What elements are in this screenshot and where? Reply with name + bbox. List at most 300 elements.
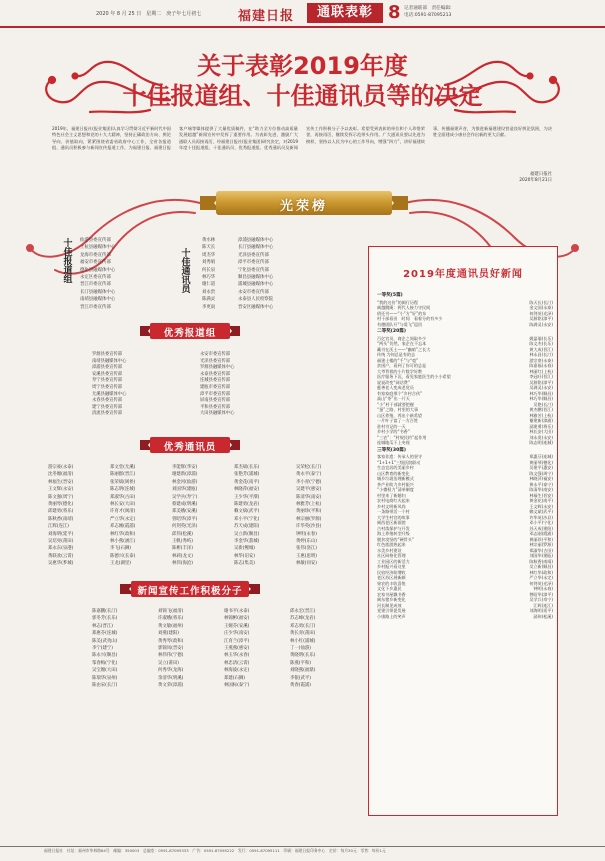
good-reporter-name: 郑文堂(尤溪) — [110, 465, 136, 470]
good-reporter-name: 林敏(同安) — [296, 561, 317, 567]
top-reporters-orgs — [238, 237, 273, 311]
good-reporter-name: 林金河(仙游) — [172, 479, 198, 485]
activist-name: 黄春(霞浦) — [290, 683, 311, 689]
news-author: 金文国(永泰) — [529, 305, 553, 310]
good-reporter-name: 吴建平(惠安) — [296, 487, 322, 493]
news-author: 吴学兵(寿宁) — [529, 597, 553, 602]
good-group-item: 漳平市委宣传部 — [200, 391, 231, 397]
news-author: 黄丽珍(平和) — [529, 536, 553, 542]
news-title: 河长制见成效 — [377, 602, 402, 608]
news-author: 刘国华(建瓯) — [529, 553, 553, 558]
good-reporter-name: 钟明(永春) — [296, 531, 317, 537]
news-author: 陈文杰(长乐) — [529, 341, 553, 346]
activist-name: 林小红(浦城) — [290, 638, 316, 644]
news-author: 陈志明(连城) — [529, 440, 553, 445]
good-reporter-name: 林福生(晋安) — [48, 479, 74, 485]
top-reporter-org: 晋安区融媒体中心 — [238, 304, 274, 310]
news-title: 城乡垃圾治理新模式 — [377, 476, 414, 481]
news-author: 吴源铭(漳平) — [529, 379, 553, 385]
good-reporter-name: 林长安(大田) — [110, 502, 136, 508]
good-group-item: 罗源县融媒体中心 — [200, 365, 235, 371]
news-author: 吴立新(顺昌) — [529, 564, 553, 569]
activist-name: 林玉华(永春) — [224, 653, 250, 659]
news-author: 邓小平(宁化) — [529, 520, 553, 525]
news-author: 林长安(大田) — [529, 429, 553, 434]
top-reporter-name: 黄水林 — [202, 238, 216, 243]
news-title: “两头”仍然，家企在不忘本 — [377, 341, 427, 346]
activist-name: 余清华(明溪) — [158, 675, 184, 681]
award-level-heading: 三等奖(30篇) — [377, 447, 406, 453]
activist-name: 郑惠芬(连城) — [92, 631, 118, 637]
good-reporter-name: 李金华(荔城) — [234, 539, 260, 545]
good-reporter-name: 游宗豪(永泰) — [48, 465, 74, 470]
news-title: 生态宜居的美丽乡村 — [377, 465, 414, 470]
good-reporter-name: 刘国华(建瓯) — [172, 487, 198, 493]
good-group-item: 永泰县委宣传部 — [200, 371, 231, 377]
good-reporter-name: 沈冬媚(福清) — [48, 472, 74, 478]
activist-name: 郭冬芳(长乐) — [92, 616, 118, 622]
good-group-item: 南靖县融媒体中心 — [92, 358, 127, 364]
news-title: 脱贫攻坚的“硬骨头” — [377, 536, 414, 542]
news-title: “小微权力”清单制度 — [377, 487, 414, 492]
honor-banner — [200, 190, 408, 216]
good-reporter-name: 林小燕(涵江) — [110, 539, 136, 545]
news-title: 借还书——“小”方“好”的东 — [377, 310, 427, 316]
top-groups-list — [80, 237, 115, 311]
news-title: 乡村振兴看这里 — [377, 564, 406, 569]
news-title: 闽东畲乡新变化 — [377, 597, 406, 602]
headline-line-1: 关于表彰2019年度 — [197, 52, 408, 80]
top-reporter-org: 光泽县委宣传部 — [238, 252, 269, 258]
activist-name: 邹春梅(宁化) — [92, 660, 118, 666]
masthead — [0, 0, 605, 28]
news-author: 陈天长(长汀) — [529, 299, 553, 305]
top-reporter-org: 永泰县人民检察院 — [238, 297, 274, 303]
news-author: 邱建勇(将乐) — [529, 423, 553, 429]
activist-name: 黄秀琴(政和) — [158, 638, 184, 644]
news-title: “1+1+1”三级医院联动 — [377, 459, 421, 465]
good-reporter-name: 王少华(平潭) — [234, 494, 260, 500]
news-title: “小”村干部就要把握 — [377, 401, 414, 407]
good-reporter-name: 严立华(永定) — [110, 516, 136, 522]
good-reporter-name: 陈丽群(晋江) — [110, 472, 136, 478]
news-title: 山区养殖，养出个新希望 — [377, 412, 423, 418]
good-reporter-name: 林伟(海沧) — [172, 561, 193, 567]
activist-name: 丁一(仙游) — [290, 646, 311, 652]
news-author: 江辉(连江) — [533, 602, 553, 608]
newspaper-logo: 福建日报 — [238, 9, 295, 24]
activist-name: 林志(晋江) — [92, 623, 113, 629]
activist-name: 陈燕(平和) — [290, 660, 311, 666]
news-author: 黄永平(泰宁) — [529, 481, 553, 487]
news-title: 社区网格化管理 — [377, 553, 406, 558]
good-reporter-name: 邱建勇(将乐) — [48, 509, 74, 515]
good-reporter-name: 黄联欢(云霄) — [48, 553, 74, 559]
activist-name: 郭锦凤(晋安) — [158, 646, 184, 652]
top-group-item: 晋江市委宣传部 — [80, 282, 111, 288]
good-reporter-name: 李飞(石狮) — [110, 546, 131, 552]
good-group-item: 屏南县委宣传部 — [200, 398, 231, 404]
activist-name: 吴立(莆田) — [158, 660, 179, 666]
good-groups-left — [92, 352, 126, 418]
good-reporter-name: 林莉(龙文) — [172, 553, 193, 559]
good-reporter-name: 陈清华(南安) — [296, 494, 322, 500]
good-reporter-name: 苏天成(建阳) — [234, 524, 260, 530]
activist-name: 许淑娥(将乐) — [158, 616, 184, 622]
top-reporter-name: 林巧华 — [202, 275, 216, 281]
good-group-item: 罗源县委宣传部 — [92, 352, 123, 357]
top-group-item: 福安市委宣传部 — [80, 260, 111, 266]
news-author: 林雅芳(上杭) — [529, 412, 553, 418]
good-reporter-name: 黄丽琴(德化) — [48, 502, 74, 508]
good-reporter-name: 邓小平(宁化) — [234, 516, 260, 522]
good-reporters-banner: 优秀通讯员 — [140, 436, 240, 454]
good-reporter-name: 谢建新(漳浦) — [172, 472, 198, 478]
news-author: 刘永贵(永安) — [529, 434, 553, 440]
good-reporter-name: 吴惠华(芗城) — [48, 561, 74, 567]
top-group-item: 德化县融媒体中心 — [80, 267, 116, 273]
good-reporter-name: 黄金花(南平) — [234, 479, 260, 485]
activist-name: 李银(武平) — [290, 675, 311, 681]
good-reporter-name: 王惠(思明) — [296, 553, 317, 559]
good-group-item: 建宁县委宣传部 — [92, 404, 123, 410]
good-reporter-name: 陈德兴(长泰) — [110, 553, 136, 559]
news-title: 村干部看田 时间 看着分的有多少 — [377, 316, 443, 321]
news-author: 黄大成(晋江) — [529, 346, 553, 352]
section-title: 通联表彰 — [307, 3, 383, 23]
good-reporter-name: 许育才(闽清) — [110, 509, 136, 515]
news-author: 谢建新(漳浦) — [529, 418, 553, 423]
activist-name: 林国标(泰宁) — [224, 683, 250, 689]
news-title: 海上养殖转型升级 — [377, 531, 410, 536]
good-reporter-name: 王帆(秀屿) — [172, 539, 193, 545]
good-reporter-name: 郑淑华(古田) — [110, 494, 136, 500]
good-group-item: 安溪县委宣传部 — [92, 371, 123, 377]
news-author: 林丽红(上杭) — [529, 368, 553, 374]
good-reporter-name: 郑美娥(安溪) — [172, 509, 198, 515]
news-title: 党建引领促发展 — [377, 608, 406, 613]
top-reporter-name: 陈天长 — [202, 245, 216, 251]
good-reporter-name: 刘海明(延平) — [48, 531, 74, 537]
news-title: “我的这份”的闽行历程 — [377, 299, 419, 305]
good-group-item: 尤溪县融媒体中心 — [92, 391, 127, 397]
top-group-item: 永定区委宣传部 — [80, 275, 111, 281]
news-title: 文化下乡惠民 — [377, 586, 402, 591]
activist-name: 苏志峰(龙岩) — [290, 616, 316, 622]
news-title: 高山“茶”出一片天 — [377, 396, 410, 401]
activist-name: 林伟伟(宁德) — [158, 653, 184, 659]
news-author: 郑惠芬(连城) — [529, 454, 553, 459]
news-author: 许华英(沙县) — [529, 514, 553, 520]
good-reporter-name: 曾昭华(漳平) — [172, 516, 198, 522]
good-news-item — [377, 614, 553, 620]
good-reporter-name: 黄永平(泰宁) — [296, 472, 322, 478]
news-title: 茶产业助力乡村振兴 — [377, 481, 414, 487]
news-author: 林红华(政和) — [529, 569, 553, 575]
news-title: 大爷背着的小片数学好教 — [377, 368, 423, 374]
news-author: 林巧华(顺昌) — [529, 390, 553, 396]
news-title: 贫困户，看到了你可的总是 — [377, 363, 427, 368]
news-author: 吴满灵(永安) — [529, 385, 553, 390]
good-reporter-name: 王文辉(永安) — [48, 487, 74, 493]
award-level-heading: 二等奖(20篇) — [377, 329, 406, 334]
good-reporter-name: 王龙(湖里) — [110, 561, 131, 567]
good-reporter-name: 何剑英(光泽) — [172, 524, 198, 530]
news-author: 陈嘉福(永春) — [529, 363, 553, 368]
news-title: 福建土楼的“千”与“毫” — [377, 357, 419, 363]
news-title: 山区教育的新变化 — [377, 470, 410, 476]
activist-name: 陈瑞华(泉州) — [92, 675, 118, 681]
top-group-item: 仙游县委宣传部 — [80, 238, 111, 243]
top-reporter-name: 陈满灵 — [202, 297, 216, 303]
top-reporter-org: 永安市委宣传部 — [238, 289, 269, 295]
activist-name: 刘燕(建阳) — [158, 631, 179, 637]
news-author: 林宗丽(罗源) — [529, 542, 553, 547]
editor-info: 记者通联部 责任编辑: 电话:0591-87095213 — [404, 6, 452, 18]
good-group-item: 大田县融媒体中心 — [200, 411, 235, 417]
good-reporters-grid — [48, 464, 362, 568]
good-group-item: 寿宁县委宣传部 — [92, 378, 123, 384]
top-reporter-name: 刘永贵 — [202, 289, 216, 295]
activist-name: 何秀华(龙海) — [158, 668, 184, 674]
news-author: 刘海明(延平) — [529, 608, 553, 613]
top-reporters-title: 十佳通讯员 — [179, 248, 190, 293]
news-title: 老区苏区展新颜 — [377, 575, 406, 580]
activist-name: 邓志勇(长汀) — [290, 623, 316, 629]
award-level-heading: 一等奖(5篇) — [377, 293, 403, 298]
activist-name: 吴宝媚(大田) — [92, 668, 118, 674]
good-reporter-name: 张荣斌(闽侯) — [110, 479, 136, 485]
good-reporter-name: 李小青(宁德) — [296, 479, 322, 485]
news-author: 林福生(晋安) — [529, 492, 553, 498]
top-reporter-org: 漳平市委宣传部 — [238, 260, 269, 266]
news-title: 说说改变“网话费” — [377, 379, 410, 385]
good-groups-right — [200, 352, 234, 418]
good-reporter-name: 吴荣松(长汀) — [296, 465, 322, 470]
news-author: 姚盈瑜(长乐) — [529, 335, 553, 341]
good-reporter-name: 林华(诏安) — [234, 553, 255, 559]
activist-name: 邱永宏(晋江) — [290, 609, 316, 614]
news-author: 陈满灵(永安) — [529, 321, 553, 327]
top-reporter-name: 何长泉 — [202, 267, 216, 273]
activist-name: 陈永兴(顺昌) — [92, 653, 118, 659]
activist-name: 黄文荣(漳浦) — [158, 683, 184, 689]
good-reporter-name: 吴立新(顺昌) — [234, 531, 260, 537]
news-title: 小康路上的笑声 — [377, 613, 406, 619]
good-reporter-name: 林晓萍(福安) — [234, 487, 260, 493]
news-title: 藏书在沃土——“幽暗”之长大 — [377, 346, 431, 352]
news-author: 郑淑华(古田) — [529, 547, 553, 553]
news-title: 有德团队开“与爱飞”巡回 — [377, 321, 423, 327]
news-author: 严立华(永定) — [529, 575, 553, 580]
activist-name: 庄少华(南安) — [224, 631, 250, 637]
news-author: 游宗豪(永泰) — [529, 357, 553, 363]
news-title: “三农”：“村规民约”起作用 — [377, 434, 427, 440]
activist-name: 刘晓燕(福鼎) — [290, 668, 316, 674]
good-news-box — [368, 246, 558, 816]
activists-banner: 新闻宣传工作积极分子 — [120, 580, 260, 598]
news-author: 赖文斌(武平) — [529, 509, 553, 514]
news-author: 林晓萍(福安) — [529, 476, 553, 481]
good-group-item: 永安市委宣传部 — [200, 352, 231, 357]
news-title: 村里来了新媳妇 — [377, 492, 406, 498]
top-reporter-name: 刘秀娟 — [202, 260, 216, 266]
news-title: 水美乡村建设 — [377, 547, 402, 553]
good-groups-banner: 优秀报道组 — [140, 322, 240, 340]
top-reporter-org: 宁化县委宣传部 — [238, 267, 269, 273]
headline-line-2: 十佳报道组、十佳通讯员等的决定 — [122, 82, 483, 110]
good-reporter-name: 郑杰斌(长乐) — [234, 465, 260, 470]
good-reporter-name: 许华英(沙县) — [296, 524, 322, 530]
news-author: 何剑英(光泽) — [529, 580, 553, 586]
news-title: 乡村文明新风尚 — [377, 503, 406, 509]
intro-paragraph: 2019年，福建日报社(报业集团)认真学习贯彻习近平新时代中国特色社会主义思想和党的十九大精神，坚持正确政治方向、舆论导向、价值取向，紧紧围绕省委省政府中心工作，全省各报道组、通讯员积极参与新闻宣传报道工作，为福建日报、福建日报客户端等媒体提供了大量优质稿件，在“助力全方位推动高质量发展超越”新闻宣传中发挥了重要作用。为表彰先进、激励广大通联人员再接再厉，经福建日报社(报业集团)研究决定，对2019年度十佳报道组、十佳通讯员、优秀报道组、优秀通讯员及新闻宣传工作积极分子予以表彰。希望受到表彰的单位和个人珍惜荣誉，再接再厉，继续发挥示范带头作用。广大通讯员要以先进为榜样，坚持以人民为中心的工作导向，增强“四力”，讲好福建故事，传播福建声音，为推进新福建建设营造良好舆论氛围，为决胜全面建成小康社会作出新的更大贡献。 — [52, 126, 552, 151]
activist-name: 刘锦飞(福清) — [158, 609, 184, 614]
top-reporter-org: 浦城县融媒体中心 — [238, 282, 274, 288]
good-reporter-name: 吴培亮(莆田) — [48, 539, 74, 545]
good-news-title: 2019年度通讯员好新闻 — [403, 269, 523, 280]
news-title: 一条路带活一个村 — [377, 509, 410, 514]
activists-grid — [92, 608, 364, 689]
good-reporter-name: 蔡建成(明溪) — [172, 502, 198, 508]
good-reporter-name: 陈建勇(龙岩) — [234, 502, 260, 508]
good-reporter-name: 陈秋香(南靖) — [48, 516, 74, 522]
good-reporter-name: 邱伟(松溪) — [172, 531, 193, 537]
good-reporter-name: 林雅芳(上杭) — [296, 502, 322, 508]
news-title: “蚕”之路，村里的大事 — [377, 407, 419, 412]
good-group-item: 周宁县委宣传部 — [92, 384, 123, 390]
good-reporter-name: 李能辉(华安) — [172, 465, 198, 470]
news-author: 何剑英(光泽) — [529, 310, 553, 316]
news-author: 黄金花(南平) — [529, 498, 553, 503]
news-author: 邓志刚(霞浦) — [529, 531, 553, 536]
honor-banner-label: 光荣榜 — [279, 199, 328, 214]
news-author: 钟明(永春) — [533, 586, 553, 591]
news-title: 客家非遗：传承人的坚守 — [377, 454, 423, 459]
good-reporter-name: 吴新(鲤城) — [234, 546, 255, 552]
news-title: 百亿官员，商企之间取多少 — [377, 335, 427, 341]
activist-name: 黄文敏(福州) — [158, 623, 184, 629]
news-title: 古村落保护与开发 — [377, 525, 410, 531]
good-news-item — [377, 440, 553, 446]
good-group-item: 建瓯市委宣传部 — [200, 384, 231, 390]
activist-name: 谢书平(永泰) — [224, 609, 250, 614]
news-title: 农村电商红火起来 — [377, 498, 410, 503]
headline — [60, 51, 545, 111]
footer: 福建日报社 社址：福州市华林路84号 邮编：350003 总编室：0591-87095333 广告：0591-87095222 发行：0591-87095111 印刷：福建日报印务中心 定价：每月30元 零售：每份1元 — [0, 846, 605, 861]
news-author: 黄丽琴(德化) — [529, 459, 553, 465]
issue-date: 2020 年 8 月 25 日 星期二 庚子年七月初七 — [96, 11, 202, 17]
good-reporter-name: 黄婷(东山) — [296, 539, 317, 545]
good-reporter-name: 陈志(集美) — [234, 561, 255, 567]
news-title: 民宿经济助增收 — [377, 569, 406, 575]
good-reporter-name: 赖文斌(武平) — [234, 509, 260, 515]
good-reporter-name: 陈志明(连城) — [110, 487, 136, 493]
top-reporter-name: 周杰华 — [202, 252, 216, 258]
good-reporter-name: 陈文强(周宁) — [48, 494, 74, 500]
good-group-item: 漳浦县委宣传部 — [92, 365, 123, 371]
news-title: 工业园区的新活力 — [377, 558, 410, 564]
good-group-item: 永春县委宣传部 — [92, 398, 123, 404]
news-title: 有家家庭那个“乡村合伙” — [377, 390, 423, 396]
news-title: 传统 为何总是有的去 — [377, 352, 416, 357]
top-groups-title: 十佳报道组 — [61, 238, 72, 283]
activist-name: 郑建(石狮) — [224, 675, 245, 681]
activist-name: 陈由宋(长汀) — [92, 683, 118, 689]
news-title: 驻村书记的一天 — [377, 423, 406, 429]
activist-name: 李宁(建宁) — [92, 646, 113, 652]
news-title: 果农的丰收喜悦 — [377, 580, 406, 586]
activist-name: 陈嘉鹏(长汀) — [92, 609, 118, 614]
page-number: 8 — [388, 2, 401, 23]
news-author: 吴艳(长汀) — [533, 401, 553, 407]
top-reporter-org: 长汀县融媒体中心 — [238, 245, 274, 251]
news-title: 闽越跳绳：两代人接力守民间 — [377, 305, 431, 310]
top-group-item: 晋江市委宣传部 — [80, 304, 111, 310]
intro-signature: 福建日报社 2020年8月21日 — [519, 172, 552, 183]
good-reporter-name: 林红华(政和) — [110, 531, 136, 537]
news-author: 吴建平(惠安) — [529, 465, 553, 470]
top-group-item: 上杭县融媒体中心 — [80, 245, 116, 251]
good-reporter-name: 黄丽珍(平和) — [296, 509, 322, 515]
news-author: 林巧华(顺昌) — [529, 396, 553, 401]
news-title: 医疗服务下沉，看见家庭医生的小小希望 — [377, 374, 451, 379]
news-author: 黄杰鹏(晋江) — [529, 407, 553, 412]
activist-name: 王婉芬(安溪) — [224, 623, 250, 629]
news-author: 吴源铭(漳平) — [529, 316, 553, 321]
news-author: 曾昭华(漳平) — [529, 591, 553, 597]
good-reporter-name: 郑永东(泉港) — [48, 546, 74, 552]
good-reporter-name: 张伟(洛江) — [296, 546, 317, 552]
activist-name: 黄晓明(长乐) — [290, 653, 316, 659]
activist-name: 黄长青(莆田) — [290, 631, 316, 637]
good-news-item — [377, 322, 553, 328]
good-reporter-name: 陈彬(丰泽) — [172, 546, 193, 552]
news-author: 王文辉(永安) — [529, 503, 553, 509]
news-title: 慈善老人变成老党员 — [377, 385, 414, 390]
news-author: 苏天成(建阳) — [529, 525, 553, 531]
good-news-list — [377, 291, 553, 619]
news-title: 农家书屋飘书香 — [377, 591, 406, 597]
activist-name: 陈美(武夷山) — [92, 638, 118, 644]
good-group-item: 连城县委宣传部 — [200, 378, 231, 384]
activist-name: 江育兰(漳平) — [224, 638, 250, 644]
top-group-item: 南靖县融媒体中心 — [80, 297, 116, 303]
news-author: 陈文强(周宁) — [529, 470, 553, 476]
top-group-item: 龙海市委宣传部 — [80, 252, 111, 258]
activist-name: 林海波(永定) — [224, 668, 250, 674]
news-title: 红色旅游热起来 — [377, 542, 406, 547]
good-reporter-name: 林宗丽(罗源) — [296, 516, 322, 522]
good-reporter-name: 邓志刚(霞浦) — [110, 524, 136, 530]
news-author: 李冠旺(晋江) — [529, 374, 553, 379]
news-title: 一片叶子富了一方百姓 — [377, 418, 418, 423]
good-reporter-name: 吴学兵(寿宁) — [172, 494, 198, 500]
top-reporter-name: 李更雨 — [202, 304, 216, 310]
news-title: 大学生村官的故事 — [377, 514, 410, 520]
good-reporter-name: 江辉(连江) — [48, 524, 69, 530]
news-author: 林永昌(长汀) — [529, 352, 553, 357]
news-title: 闽西老区新面貌 — [377, 520, 406, 525]
top-reporter-org: 漳浦县融媒体中心 — [238, 238, 274, 243]
good-group-item: 清流县委宣传部 — [92, 411, 123, 417]
activist-name: 林忠清(云霄) — [224, 660, 250, 666]
news-title: 连城地瓜干上央视 — [377, 440, 410, 445]
top-reporters-names — [202, 237, 215, 311]
news-author: 陈秋香(南靖) — [529, 558, 553, 564]
top-reporter-name: 谢仁道 — [202, 282, 216, 288]
news-author: 陈清华(南安) — [529, 487, 553, 492]
